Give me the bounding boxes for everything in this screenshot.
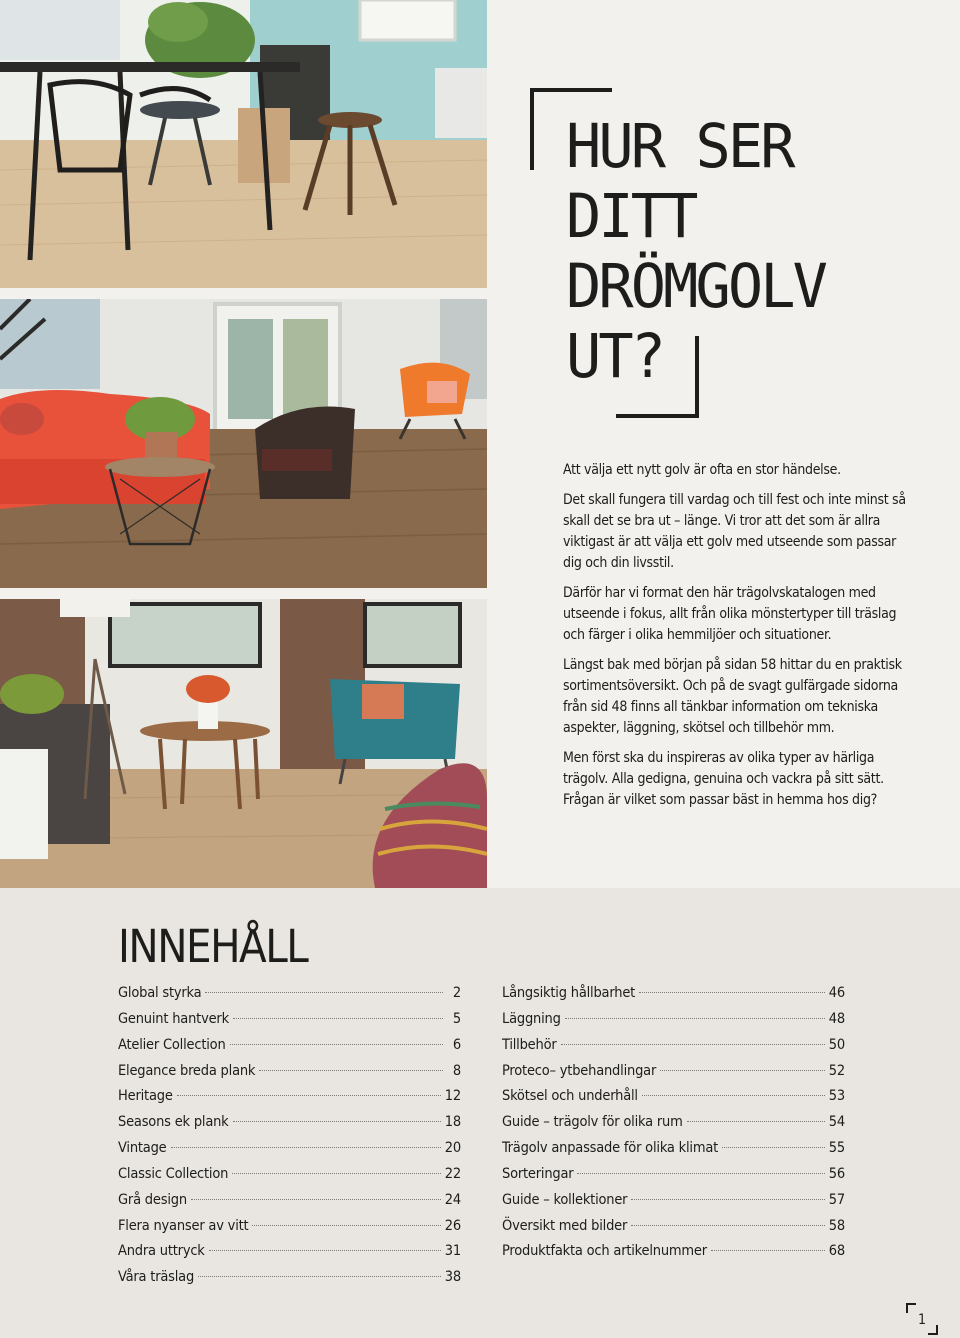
toc-leader-dots — [259, 1070, 443, 1071]
toc-entry-name: Seasons ek plank — [118, 1114, 229, 1131]
toc-leader-dots — [232, 1173, 441, 1174]
title-line-2: DITT — [566, 181, 696, 252]
toc-entry-page: 57 — [828, 1191, 845, 1208]
toc-leader-dots — [722, 1147, 825, 1148]
toc-entry-page: 54 — [828, 1114, 845, 1131]
intro-paragraph: Men först ska du inspireras av olika typer av härliga trägolv. Alla gedigna, genuina och vackra på sitt sätt. Frågan är vilket som passar bäst in hemma hos dig? — [563, 750, 884, 808]
toc-entry[interactable] — [118, 1166, 461, 1192]
intro-paragraph: Det skall fungera till vardag och till fest och inte minst så skall det se bra ut – länge. Vi tror att det som är allra viktigast är att välja ett golv med utseende som passar dig och din livsstil. — [563, 492, 906, 571]
toc-entry-page: 8 — [452, 1062, 461, 1079]
toc-entry[interactable] — [502, 1140, 845, 1166]
toc-leader-dots — [209, 1250, 441, 1251]
toc-entry-name: Långsiktig hållbarhet — [502, 985, 636, 1001]
intro-paragraph: Därför har vi format den här trägolvskatalogen med utseende i fokus, allt från olika mönstertyper till träslag och färger i olika hemmiljöer och situationer. — [563, 585, 897, 643]
title-corner-bottom-right — [616, 336, 699, 418]
toc-leader-dots — [205, 992, 443, 993]
toc-entry-name: Översikt med bilder — [502, 1217, 628, 1234]
page-number-marker — [906, 1303, 938, 1335]
toc-entry[interactable] — [502, 1218, 845, 1244]
toc-entry[interactable] — [502, 985, 845, 1011]
page-number-corner-top-left — [906, 1303, 916, 1313]
toc-entry[interactable] — [118, 1269, 461, 1295]
toc-leader-dots — [577, 1173, 824, 1174]
toc-leader-dots — [191, 1199, 441, 1200]
toc-entry-page: 55 — [828, 1140, 845, 1157]
toc-entry-page: 68 — [828, 1243, 845, 1260]
toc-entry-name: Trägolv anpassade för olika klimat — [502, 1140, 719, 1157]
page-number: 1 — [918, 1312, 927, 1328]
living-room-photo — [0, 299, 487, 588]
toc-entry[interactable] — [502, 1011, 845, 1037]
toc-entry[interactable] — [502, 1037, 845, 1063]
toc-leader-dots — [711, 1250, 825, 1251]
toc-entry[interactable] — [118, 1243, 461, 1269]
toc-entry-name: Läggning — [502, 1010, 561, 1027]
toc-entry[interactable] — [502, 1063, 845, 1089]
toc-entry-name: Guide – trägolv för olika rum — [502, 1114, 683, 1131]
toc-entry-page: 48 — [828, 1010, 845, 1027]
title-line-4: UT? — [566, 321, 664, 392]
contents-title: INNEHÅLL — [118, 920, 308, 973]
toc-entry[interactable] — [118, 1192, 461, 1218]
toc-entry[interactable] — [118, 1114, 461, 1140]
toc-entry-page: 18 — [444, 1114, 461, 1131]
toc-entry-name: Guide – kollektioner — [502, 1191, 628, 1208]
toc-leader-dots — [230, 1044, 443, 1045]
toc-leader-dots — [233, 1121, 441, 1122]
toc-leader-dots — [171, 1147, 441, 1148]
toc-leader-dots — [565, 1018, 825, 1019]
toc-entry-name: Produktfakta och artikelnummer — [502, 1243, 707, 1260]
toc-leader-dots — [177, 1095, 441, 1096]
toc-leader-dots — [639, 992, 825, 993]
toc-entry-page: 20 — [444, 1140, 461, 1157]
toc-entry[interactable] — [118, 985, 461, 1011]
toc-entry[interactable] — [118, 1088, 461, 1114]
toc-entry-name: Genuint hantverk — [118, 1010, 229, 1027]
intro-text — [563, 460, 908, 820]
title-block — [530, 88, 860, 418]
lounge-photo — [0, 599, 487, 888]
toc-entry[interactable] — [118, 1011, 461, 1037]
toc-leader-dots — [642, 1095, 825, 1096]
page-number-corner-bottom-right — [928, 1325, 938, 1335]
toc-entry-page: 58 — [828, 1217, 845, 1234]
toc-left-column — [118, 985, 461, 1295]
toc-entry-page: 52 — [828, 1062, 845, 1079]
toc-entry[interactable] — [118, 1037, 461, 1063]
toc-leader-dots — [233, 1018, 443, 1019]
toc-entry-page: 2 — [452, 985, 461, 1001]
toc-entry[interactable] — [502, 1243, 845, 1269]
toc-entry-name: Flera nyanser av vitt — [118, 1217, 249, 1234]
toc-entry-name: Grå design — [118, 1191, 187, 1208]
intro-paragraph: Att välja ett nytt golv är ofta en stor händelse. — [563, 462, 841, 478]
toc-entry-page: 46 — [828, 985, 845, 1001]
toc-leader-dots — [198, 1276, 441, 1277]
toc-entry[interactable] — [118, 1218, 461, 1244]
toc-entry-name: Tillbehör — [502, 1036, 557, 1053]
toc-entry[interactable] — [502, 1114, 845, 1140]
toc-leader-dots — [687, 1121, 825, 1122]
toc-entry-name: Classic Collection — [118, 1165, 229, 1182]
toc-entry-page: 38 — [444, 1269, 461, 1286]
toc-entry[interactable] — [502, 1192, 845, 1218]
toc-leader-dots — [252, 1225, 440, 1226]
toc-entry-name: Heritage — [118, 1088, 173, 1105]
toc-entry-name: Proteco– ytbehandlingar — [502, 1062, 657, 1079]
toc-entry[interactable] — [502, 1088, 845, 1114]
toc-entry[interactable] — [118, 1063, 461, 1089]
toc-leader-dots — [631, 1199, 824, 1200]
toc-right-column — [502, 985, 845, 1269]
toc-leader-dots — [631, 1225, 825, 1226]
toc-entry-name: Atelier Collection — [118, 1036, 226, 1053]
toc-entry-name: Andra uttryck — [118, 1243, 205, 1260]
toc-entry-page: 50 — [828, 1036, 845, 1053]
toc-entry-page: 31 — [444, 1243, 461, 1260]
toc-entry-name: Elegance breda plank — [118, 1062, 256, 1079]
toc-entry-name: Vintage — [118, 1140, 167, 1157]
toc-entry-page: 12 — [444, 1088, 461, 1105]
toc-leader-dots — [660, 1070, 825, 1071]
title-line-3: DRÖMGOLV — [566, 251, 826, 322]
toc-entry-page: 6 — [452, 1036, 461, 1053]
title-line-1: HUR SER — [566, 111, 793, 182]
toc-entry[interactable] — [502, 1166, 845, 1192]
intro-paragraph: Längst bak med början på sidan 58 hittar du en praktisk sortimentsöversikt. Och på de svagt gulfärgade sidorna från sid 48 finns all tänkbar information om tekniska aspekter, läggning, skötsel och tillbehör mm. — [563, 657, 902, 736]
toc-entry-page: 53 — [828, 1088, 845, 1105]
toc-entry-name: Sorteringar — [502, 1165, 574, 1182]
toc-entry-page: 56 — [828, 1165, 845, 1182]
toc-leader-dots — [561, 1044, 825, 1045]
contents-section — [0, 888, 960, 1338]
toc-entry-name: Våra träslag — [118, 1269, 195, 1286]
dining-room-photo — [0, 0, 487, 288]
toc-entry-page: 24 — [444, 1191, 461, 1208]
toc-entry-page: 22 — [444, 1165, 461, 1182]
toc-entry[interactable] — [118, 1140, 461, 1166]
toc-entry-name: Skötsel och underhåll — [502, 1088, 638, 1105]
toc-entry-name: Global styrka — [118, 985, 202, 1001]
toc-entry-page: 26 — [444, 1217, 461, 1234]
toc-entry-page: 5 — [452, 1010, 461, 1027]
